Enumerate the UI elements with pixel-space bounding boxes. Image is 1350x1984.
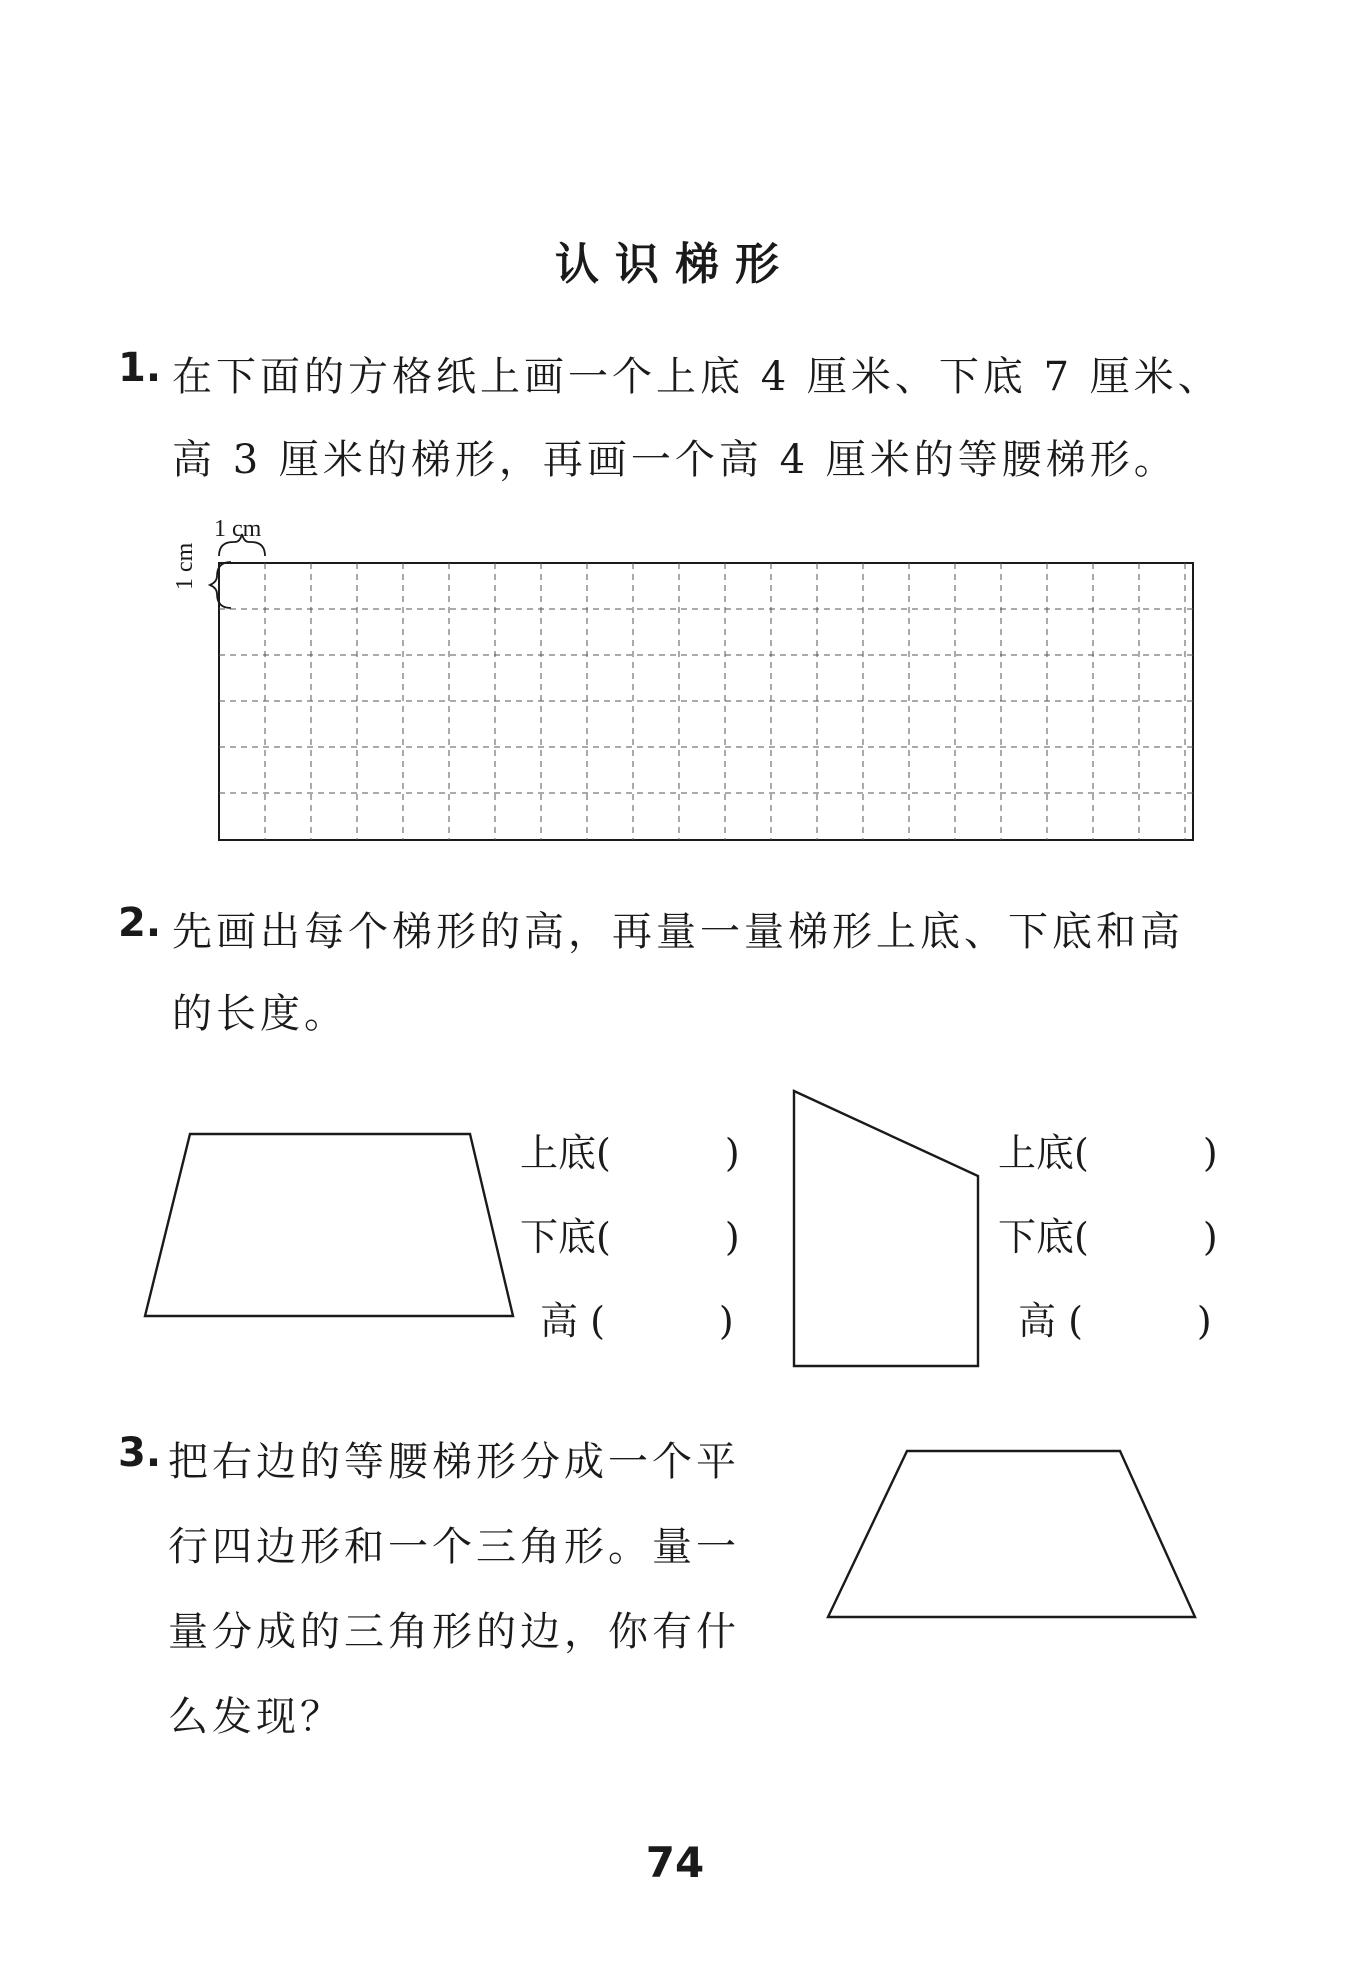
page-title: 认识梯形 xyxy=(555,239,795,290)
question-3-line-2: 行四边形和一个三角形。量一 xyxy=(168,1524,740,1570)
question-2-line-1: 先画出每个梯形的高，再量一量梯形上底、下底和高 xyxy=(172,909,1184,955)
question-3-line-3: 量分成的三角形的边，你有什 xyxy=(168,1609,740,1655)
trapezoid-2 xyxy=(794,1091,978,1366)
shape2-top-base-answer[interactable]: 上底( ) xyxy=(998,1131,1218,1175)
question-1-line-2: 高 3 厘米的梯形，再画一个高 4 厘米的等腰梯形。 xyxy=(172,437,1178,483)
question-3-line-4: 么发现？ xyxy=(168,1694,344,1740)
shape1-height-answer[interactable]: 高 ( ) xyxy=(540,1299,734,1343)
question-2-number: 2. xyxy=(118,900,162,946)
horizontal-scale-brace xyxy=(219,534,265,556)
page-number: 74 xyxy=(645,1838,705,1887)
grid-scale-horizontal: 1 cm xyxy=(214,516,262,542)
question-3-line-1: 把右边的等腰梯形分成一个平 xyxy=(168,1439,740,1485)
question-3-number: 3. xyxy=(118,1430,162,1476)
grid-paper[interactable] xyxy=(219,563,1193,840)
question-1-line-1: 在下面的方格纸上画一个上底 4 厘米、下底 7 厘米、 xyxy=(172,354,1222,400)
question-1-number: 1. xyxy=(118,345,162,391)
shape1-bottom-base-answer[interactable]: 下底( ) xyxy=(520,1215,740,1259)
trapezoid-1 xyxy=(145,1134,513,1316)
isosceles-trapezoid xyxy=(828,1451,1195,1617)
grid-scale-vertical: 1 cm xyxy=(172,542,198,590)
question-2-line-2: 的长度。 xyxy=(172,991,348,1037)
shape2-bottom-base-answer[interactable]: 下底( ) xyxy=(998,1215,1218,1259)
shape1-top-base-answer[interactable]: 上底( ) xyxy=(520,1131,740,1175)
vertical-scale-brace xyxy=(210,562,231,608)
shape2-height-answer[interactable]: 高 ( ) xyxy=(1018,1299,1212,1343)
